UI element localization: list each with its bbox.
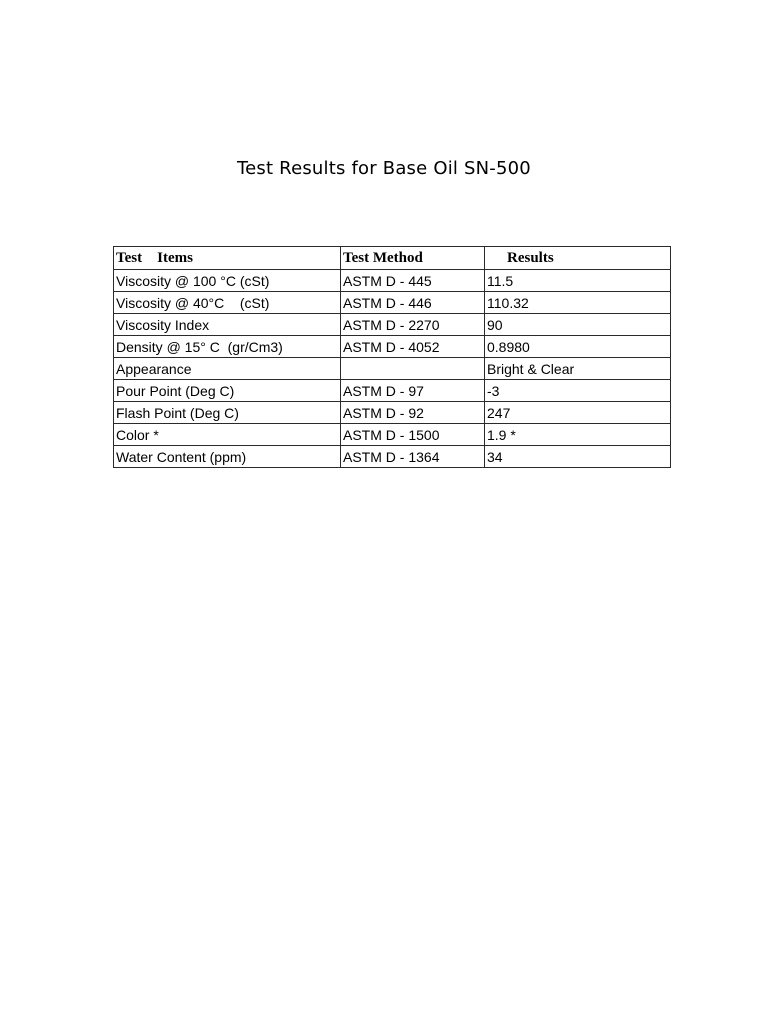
header-results: Results [485, 247, 671, 270]
cell-result: 110.32 [485, 292, 671, 314]
table-row [114, 336, 671, 358]
cell-result: -3 [485, 380, 671, 402]
cell-test-method: ASTM D - 1364 [341, 446, 485, 468]
table-row [114, 314, 671, 336]
table-row [114, 270, 671, 292]
cell-result: 0.8980 [485, 336, 671, 358]
table-row [114, 446, 671, 468]
cell-test-method: ASTM D - 4052 [341, 336, 485, 358]
cell-test-item: Appearance [114, 358, 341, 380]
cell-result: 11.5 [485, 270, 671, 292]
cell-result: 1.9 * [485, 424, 671, 446]
table-row [114, 358, 671, 380]
cell-test-item: Flash Point (Deg C) [114, 402, 341, 424]
cell-test-method: ASTM D - 446 [341, 292, 485, 314]
cell-result: Bright & Clear [485, 358, 671, 380]
table-row [114, 402, 671, 424]
cell-test-item: Pour Point (Deg C) [114, 380, 341, 402]
table-header-row [114, 247, 671, 270]
header-test-method: Test Method [341, 247, 485, 270]
cell-test-method: ASTM D - 2270 [341, 314, 485, 336]
table-row [114, 424, 671, 446]
cell-result: 247 [485, 402, 671, 424]
header-test-items: Test Items [114, 247, 341, 270]
cell-test-item: Viscosity @ 100 °C (cSt) [114, 270, 341, 292]
cell-result: 34 [485, 446, 671, 468]
test-results-table [113, 246, 671, 468]
table-row [114, 292, 671, 314]
cell-test-item: Density @ 15° C (gr/Cm3) [114, 336, 341, 358]
cell-result: 90 [485, 314, 671, 336]
table-row [114, 380, 671, 402]
cell-test-method [341, 358, 485, 380]
cell-test-method: ASTM D - 97 [341, 380, 485, 402]
cell-test-item: Water Content (ppm) [114, 446, 341, 468]
cell-test-item: Viscosity @ 40°C (cSt) [114, 292, 341, 314]
page-title: Test Results for Base Oil SN-500 [237, 158, 531, 179]
cell-test-method: ASTM D - 1500 [341, 424, 485, 446]
cell-test-item: Color * [114, 424, 341, 446]
cell-test-item: Viscosity Index [114, 314, 341, 336]
cell-test-method: ASTM D - 92 [341, 402, 485, 424]
cell-test-method: ASTM D - 445 [341, 270, 485, 292]
